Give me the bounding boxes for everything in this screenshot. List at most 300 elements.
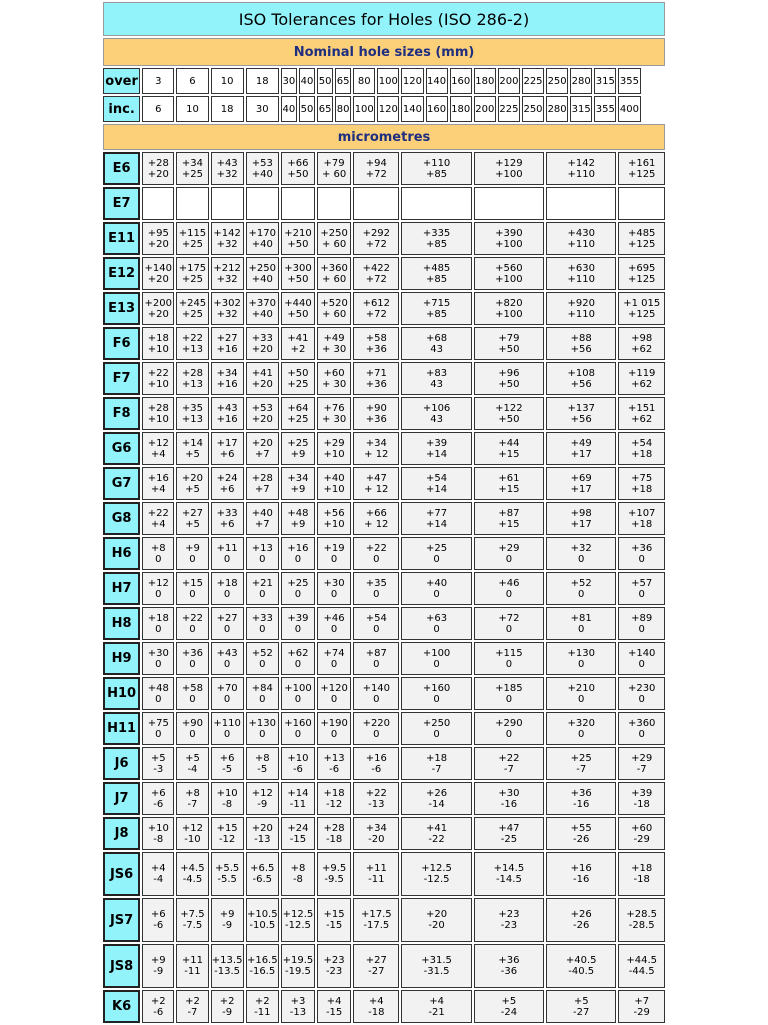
upper-deviation: +14: [287, 787, 309, 799]
lower-deviation: +100: [495, 273, 523, 285]
lower-deviation: 0: [330, 623, 338, 635]
upper-deviation: +27: [216, 612, 238, 624]
lower-deviation: +125: [627, 308, 656, 320]
tolerance-cell: [546, 432, 616, 465]
lower-deviation: + 60: [321, 273, 347, 285]
upper-deviation: +715: [422, 297, 451, 309]
upper-deviation: +43: [216, 157, 238, 169]
tolerance-grade-label: J8: [103, 817, 140, 850]
lower-deviation: +25: [181, 238, 203, 250]
tolerance-grade-label: H6: [103, 537, 140, 570]
lower-deviation: 0: [155, 728, 162, 740]
tolerance-cell: [176, 467, 208, 500]
tolerance-cell: [317, 782, 351, 815]
lower-deviation: 0: [578, 728, 585, 740]
tolerance-cell: [474, 898, 544, 942]
lower-deviation: +18: [631, 518, 653, 530]
size-over-5: 40: [299, 68, 315, 94]
tolerance-cell: [211, 747, 244, 780]
tolerance-cell: [246, 257, 279, 290]
upper-deviation: +21: [251, 577, 273, 589]
lower-deviation: -18: [633, 874, 650, 885]
upper-deviation: +140: [627, 647, 656, 659]
lower-deviation: 0: [373, 588, 380, 600]
lower-deviation: 0: [373, 623, 380, 635]
tolerance-cell: [401, 327, 471, 360]
tolerance-cell: [142, 782, 174, 815]
lower-deviation: -16: [500, 798, 518, 810]
tolerance-cell: [142, 327, 174, 360]
tolerance-cell: [142, 572, 174, 605]
size-inc-4: 40: [281, 96, 297, 122]
tolerance-grade-label: H8: [103, 607, 140, 640]
lower-deviation: -7: [636, 763, 647, 775]
upper-deviation: +2: [185, 995, 200, 1007]
size-inc-0: 6: [142, 96, 174, 122]
upper-deviation: +292: [362, 227, 391, 239]
lower-deviation: -9: [222, 1006, 233, 1018]
lower-deviation: +17: [570, 483, 592, 495]
tolerance-cell: [474, 537, 544, 570]
upper-deviation: +68: [426, 332, 448, 344]
tolerance-cell: [546, 782, 616, 815]
size-over-8: 80: [353, 68, 375, 94]
upper-deviation: +58: [365, 332, 387, 344]
upper-deviation: +83: [426, 367, 448, 379]
lower-deviation: 0: [294, 623, 302, 635]
upper-deviation: +54: [631, 437, 653, 449]
upper-deviation: +23: [498, 909, 520, 920]
tolerance-cell: [401, 712, 471, 745]
lower-deviation: +36: [365, 378, 387, 390]
lower-deviation: +9: [290, 483, 306, 495]
lower-deviation: +125: [627, 168, 656, 180]
table-row: [103, 607, 665, 640]
lower-deviation: +56: [570, 413, 592, 425]
tolerance-cell: [474, 467, 544, 500]
upper-deviation: +6: [150, 909, 166, 920]
upper-deviation: +22: [147, 507, 169, 519]
lower-deviation: -8: [222, 798, 233, 810]
upper-deviation: +245: [178, 297, 207, 309]
upper-deviation: +32: [570, 542, 592, 554]
upper-deviation: +4.5: [180, 863, 205, 874]
upper-deviation: +107: [627, 507, 656, 519]
tolerance-cell: [317, 397, 351, 430]
lower-deviation: 0: [505, 553, 513, 565]
tolerance-cell: [246, 432, 279, 465]
table-row: [103, 222, 665, 255]
lower-deviation: -14: [428, 798, 445, 810]
upper-deviation: +75: [631, 472, 653, 484]
upper-deviation: +137: [567, 402, 595, 414]
lower-deviation: -20: [368, 833, 385, 845]
tolerance-cell: [401, 852, 471, 896]
upper-deviation: +39: [287, 612, 309, 624]
tolerance-cell: [546, 502, 616, 535]
lower-deviation: 0: [259, 693, 266, 705]
lower-deviation: +16: [216, 378, 238, 390]
lower-deviation: +7: [254, 518, 270, 530]
upper-deviation: +20: [251, 822, 273, 834]
lower-deviation: +20: [147, 273, 169, 285]
lower-deviation: 0: [189, 658, 196, 670]
lower-deviation: +50: [498, 378, 520, 390]
tolerance-grade-label: E7: [103, 187, 140, 220]
lower-deviation: +9: [290, 518, 306, 530]
tolerance-cell: [546, 747, 616, 780]
tolerance-cell: [142, 898, 174, 942]
upper-deviation: +200: [144, 297, 172, 309]
tolerance-cell: [211, 502, 244, 535]
tolerance-cell: [401, 944, 471, 988]
lower-deviation: 0: [189, 588, 196, 600]
lower-deviation: 0: [330, 728, 338, 740]
tolerance-cell: [246, 990, 279, 1023]
tolerance-cell: [353, 502, 399, 535]
lower-deviation: -18: [368, 1006, 385, 1018]
lower-deviation: -29: [633, 833, 650, 845]
lower-deviation: +18: [631, 448, 653, 460]
lower-deviation: +7: [254, 448, 270, 460]
tolerance-cell: [618, 292, 665, 325]
lower-deviation: 0: [433, 658, 440, 670]
upper-deviation: +10: [216, 787, 238, 799]
tolerance-cell: [474, 187, 544, 220]
tolerance-cell: [281, 432, 315, 465]
upper-deviation: +185: [495, 682, 523, 694]
size-inc-1: 10: [176, 96, 208, 122]
tolerance-cell: [474, 782, 544, 815]
upper-deviation: +96: [498, 367, 520, 379]
size-inc-14: 225: [498, 96, 520, 122]
lower-deviation: +56: [570, 378, 592, 390]
tolerance-cell: [246, 677, 279, 710]
tolerance-cell: [618, 397, 665, 430]
tolerance-cell: [176, 607, 208, 640]
lower-deviation: +14: [426, 483, 448, 495]
tolerance-cell: [474, 747, 544, 780]
tolerance-cell: [474, 642, 544, 675]
upper-deviation: +430: [567, 227, 595, 239]
tolerance-cell: [401, 152, 471, 185]
upper-deviation: +26: [570, 909, 592, 920]
tolerance-cell: [546, 898, 616, 942]
lower-deviation: 0: [294, 553, 302, 565]
upper-deviation: +95: [147, 227, 169, 239]
upper-deviation: +119: [627, 367, 656, 379]
lower-deviation: +85: [426, 273, 448, 285]
size-inc-12: 180: [450, 96, 472, 122]
tolerance-cell: [618, 327, 665, 360]
tolerance-cell: [211, 712, 244, 745]
size-inc-19: 400: [618, 96, 640, 122]
upper-deviation: +140: [362, 682, 391, 694]
tolerance-cell: [281, 187, 315, 220]
upper-deviation: +98: [570, 507, 592, 519]
upper-deviation: +106: [422, 402, 451, 414]
tolerance-cell: [281, 990, 315, 1023]
lower-deviation: -4.5: [182, 874, 203, 885]
tolerance-cell: [317, 712, 351, 745]
upper-deviation: +14: [181, 437, 203, 449]
lower-deviation: 0: [578, 588, 585, 600]
tolerance-cell: [546, 607, 616, 640]
lower-deviation: 0: [433, 588, 440, 600]
tolerance-cell: [281, 257, 315, 290]
upper-deviation: +22: [181, 612, 203, 624]
lower-deviation: -27: [573, 1006, 590, 1018]
tolerance-cell: [176, 432, 208, 465]
upper-deviation: +290: [495, 717, 523, 729]
upper-deviation: +12: [181, 822, 203, 834]
upper-deviation: +74: [323, 647, 345, 659]
lower-deviation: -10: [184, 833, 201, 845]
upper-deviation: +75: [147, 717, 169, 729]
upper-deviation: +122: [495, 402, 523, 414]
tolerance-grade-label: G8: [103, 502, 140, 535]
upper-deviation: +44.5: [626, 955, 658, 966]
upper-deviation: +6: [219, 752, 235, 764]
lower-deviation: -7: [503, 763, 514, 775]
tolerance-cell: [176, 502, 208, 535]
lower-deviation: -9: [257, 798, 268, 810]
tolerance-grade-label: H10: [103, 677, 140, 710]
lower-deviation: -12: [218, 833, 236, 845]
tolerance-grade-label: H11: [103, 712, 140, 745]
upper-deviation: +53: [251, 157, 273, 169]
lower-deviation: -15: [325, 1006, 343, 1018]
tolerance-cell: [546, 362, 616, 395]
lower-deviation: +62: [631, 343, 653, 355]
tolerance-cell: [474, 362, 544, 395]
lower-deviation: 0: [189, 693, 196, 705]
tolerance-cell: [317, 362, 351, 395]
upper-deviation: +320: [567, 717, 595, 729]
tolerance-cell: [618, 817, 665, 850]
size-over-pad: [643, 68, 666, 94]
tolerance-cell: [246, 152, 279, 185]
upper-deviation: +11: [216, 542, 238, 554]
lower-deviation: 0: [259, 623, 266, 635]
upper-deviation: +130: [567, 647, 595, 659]
tolerance-cell: [142, 607, 174, 640]
tolerance-cell: [281, 537, 315, 570]
upper-deviation: +10: [147, 822, 169, 834]
upper-deviation: +29: [498, 542, 520, 554]
upper-deviation: +335: [422, 227, 451, 239]
lower-deviation: +50: [498, 413, 520, 425]
upper-deviation: +26: [426, 787, 448, 799]
table-row: [103, 944, 665, 988]
upper-deviation: +18: [631, 863, 653, 874]
table-row: [103, 467, 665, 500]
table-title: ISO Tolerances for Holes (ISO 286-2): [103, 2, 665, 36]
upper-deviation: +30: [498, 787, 520, 799]
tolerance-cell: [317, 537, 351, 570]
tolerance-cell: [281, 362, 315, 395]
lower-deviation: -6: [153, 798, 164, 810]
tolerance-cell: [211, 572, 244, 605]
upper-deviation: +1 015: [623, 297, 661, 309]
lower-deviation: +40: [251, 273, 273, 285]
upper-deviation: +370: [248, 297, 277, 309]
lower-deviation: -6: [153, 920, 164, 931]
table-row: [103, 537, 665, 570]
tolerance-grade-label: H9: [103, 642, 140, 675]
lower-deviation: 0: [638, 693, 645, 705]
upper-deviation: +50: [287, 367, 309, 379]
table-row: [103, 257, 665, 290]
lower-deviation: +56: [570, 343, 592, 355]
lower-deviation: + 12: [364, 518, 389, 530]
tolerance-cell: [246, 944, 279, 988]
upper-deviation: +160: [284, 717, 312, 729]
tolerance-cell: [281, 222, 315, 255]
tolerance-cell: [474, 222, 544, 255]
lower-deviation: -7: [187, 798, 198, 810]
lower-deviation: -9.5: [324, 874, 344, 885]
lower-deviation: +20: [147, 168, 169, 180]
upper-deviation: +14.5: [493, 863, 525, 874]
tolerance-cell: [281, 817, 315, 850]
upper-deviation: +52: [570, 577, 592, 589]
tolerance-cell: [246, 782, 279, 815]
upper-deviation: +40.5: [565, 955, 597, 966]
tolerance-cell: [317, 852, 351, 896]
table-row: [103, 747, 665, 780]
upper-deviation: +71: [365, 367, 387, 379]
upper-deviation: +30: [147, 647, 169, 659]
lower-deviation: 0: [433, 553, 440, 565]
tolerance-cell: [142, 537, 174, 570]
size-inc-16: 280: [546, 96, 568, 122]
tolerance-cell: [211, 782, 244, 815]
lower-deviation: 0: [223, 553, 231, 565]
upper-deviation: +28: [147, 157, 169, 169]
upper-deviation: +48: [287, 507, 309, 519]
upper-deviation: +22: [498, 752, 520, 764]
tolerance-cell: [353, 712, 399, 745]
tolerance-cell: [142, 712, 174, 745]
lower-deviation: +36: [365, 413, 387, 425]
tolerance-grade-label: G7: [103, 467, 140, 500]
lower-deviation: 0: [259, 728, 266, 740]
tolerance-cell: [176, 747, 208, 780]
tolerance-cell: [353, 187, 399, 220]
upper-deviation: +36: [631, 542, 653, 554]
upper-deviation: +212: [213, 262, 241, 274]
lower-deviation: +10: [323, 483, 345, 495]
lower-deviation: +20: [251, 378, 273, 390]
tolerance-cell: [474, 327, 544, 360]
size-inc-11: 160: [426, 96, 448, 122]
tolerance-cell: [142, 362, 174, 395]
lower-deviation: -23: [325, 966, 343, 977]
tolerance-cell: [353, 327, 399, 360]
upper-deviation: +47: [498, 822, 520, 834]
table-row: [103, 712, 665, 745]
tolerance-cell: [317, 432, 351, 465]
tolerance-cell: [211, 990, 244, 1023]
lower-deviation: 0: [189, 553, 196, 565]
lower-deviation: -4: [187, 763, 198, 775]
tolerance-cell: [211, 898, 244, 942]
lower-deviation: +50: [498, 343, 520, 355]
upper-deviation: +12: [147, 577, 169, 589]
tolerance-cell: [246, 898, 279, 942]
tolerance-cell: [281, 642, 315, 675]
lower-deviation: 0: [155, 623, 162, 635]
tolerance-cell: [281, 327, 315, 360]
tolerance-cell: [618, 944, 665, 988]
tolerance-cell: [546, 642, 616, 675]
lower-deviation: 0: [155, 693, 162, 705]
tolerance-cell: [176, 944, 208, 988]
upper-deviation: +190: [320, 717, 348, 729]
lower-deviation: +5: [185, 448, 200, 460]
tolerance-cell: [353, 852, 399, 896]
tolerance-cell: [618, 537, 665, 570]
upper-deviation: +63: [426, 612, 448, 624]
lower-deviation: 0: [433, 623, 440, 635]
lower-deviation: +72: [365, 308, 387, 320]
lower-deviation: +110: [567, 308, 595, 320]
upper-deviation: +66: [287, 157, 309, 169]
tolerance-cell: [546, 537, 616, 570]
tolerance-cell: [474, 944, 544, 988]
lower-deviation: 43: [430, 343, 443, 355]
upper-deviation: +22: [365, 787, 387, 799]
lower-deviation: 0: [578, 623, 585, 635]
tolerance-cell: [618, 152, 665, 185]
lower-deviation: + 60: [321, 238, 347, 250]
lower-deviation: +13: [181, 378, 203, 390]
upper-deviation: +440: [284, 297, 312, 309]
tolerance-cell: [176, 292, 208, 325]
upper-deviation: +25: [287, 437, 309, 449]
upper-deviation: +5.5: [214, 863, 240, 874]
lower-deviation: + 30: [321, 378, 347, 390]
upper-deviation: +49: [323, 332, 345, 344]
tolerance-cell: [176, 187, 208, 220]
upper-deviation: +11: [181, 955, 203, 966]
tolerance-cell: [546, 257, 616, 290]
tolerance-cell: [353, 467, 399, 500]
upper-deviation: +34: [287, 472, 309, 484]
tolerance-cell: [246, 327, 279, 360]
lower-deviation: -20: [428, 920, 445, 931]
upper-deviation: +34: [365, 437, 387, 449]
lower-deviation: 0: [505, 623, 513, 635]
tolerance-cell: [176, 397, 208, 430]
lower-deviation: -6: [292, 763, 303, 775]
upper-deviation: +100: [422, 647, 451, 659]
upper-deviation: +34: [181, 157, 203, 169]
tolerance-cell: [474, 432, 544, 465]
lower-deviation: +32: [216, 168, 238, 180]
size-over-14: 200: [498, 68, 520, 94]
upper-deviation: +16: [287, 542, 309, 554]
tolerance-cell: [401, 537, 471, 570]
tolerance-cell: [176, 257, 208, 290]
table-row: [103, 898, 665, 942]
size-over-7: 65: [335, 68, 351, 94]
lower-deviation: 0: [223, 623, 231, 635]
table-row: [103, 782, 665, 815]
tolerance-grade-label: E6: [103, 152, 140, 185]
upper-deviation: +41: [251, 367, 273, 379]
